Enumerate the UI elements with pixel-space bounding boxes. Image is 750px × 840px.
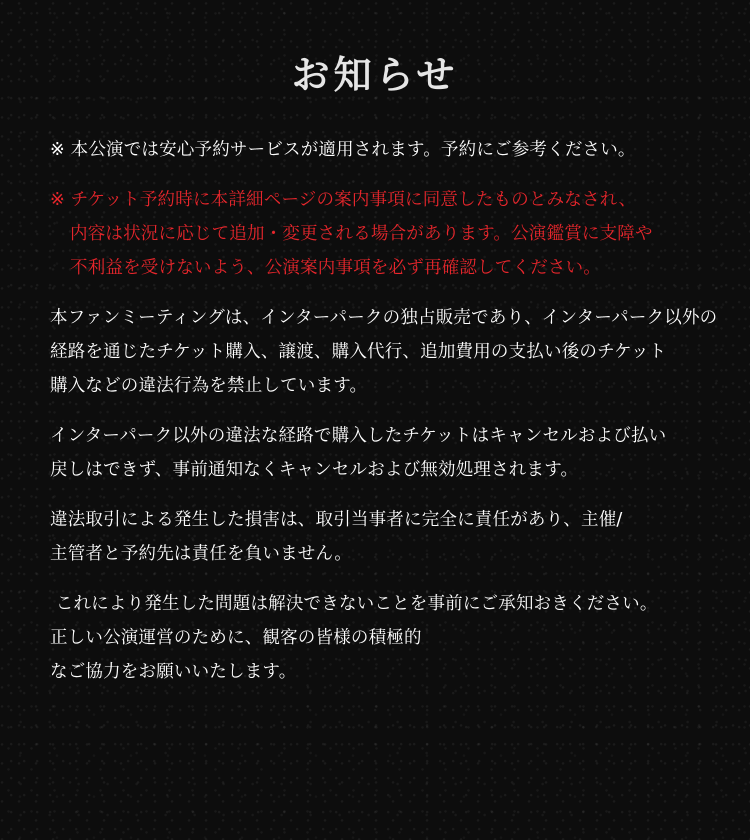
notice-exclusive-sale-line-3: 購入などの違法行為を禁止しています。 (50, 376, 368, 396)
notice-content (50, 133, 730, 689)
notice-main (50, 133, 730, 167)
notice-liability-line-2: 主管者と予約先は責任を負いません。 (50, 544, 352, 564)
notice-liability-line-1: 違法取引による発生した損害は、取引当事者に完全に責任があり、主催/ (50, 510, 623, 530)
page-title: お知らせ (291, 53, 459, 97)
notice-liability (50, 503, 730, 571)
notice-warning-line-3: 不利益を受けないよう、公演案内事項を必ず再確認してください。 (70, 258, 601, 278)
notice-illegal-purchase-line-1: インターパーク以外の違法な経路で購入したチケットはキャンセルおよび払い (50, 426, 667, 446)
spacer (50, 167, 730, 183)
spacer (50, 571, 730, 587)
spacer (50, 285, 730, 301)
notice-exclusive-sale-line-1: 本ファンミーティングは、インターパークの独占販売であり、インターパーク以外の (50, 308, 718, 328)
notice-illegal-purchase-line-2: 戻しはできず、事前通知なくキャンセルおよび無効処理されます。 (50, 460, 579, 480)
spacer (50, 403, 730, 419)
notice-illegal-purchase (50, 419, 730, 487)
notice-cooperation-line-1: これにより発生した問題は解決できないことを事前にご承知おきください。 (50, 594, 658, 614)
notice-exclusive-sale-line-2: 経路を通じたチケット購入、譲渡、購入代行、追加費用の支払い後のチケット (50, 342, 667, 362)
notice-warning-line-1: ※ チケット予約時に本詳細ページの案内事項に同意したものとみなされ、 (50, 190, 637, 210)
notice-cooperation-line-2: 正しい公演運営のために、観客の皆様の積極的 (50, 628, 422, 648)
notice-cooperation (50, 587, 730, 689)
notice-cooperation-line-3: なご協力をお願いいたします。 (50, 662, 297, 682)
notice-warning-line-2: 内容は状況に応じて追加・変更される場合があります。公演鑑賞に支障や (70, 224, 653, 244)
notice-main-line: ※ 本公演では安心予約サービスが適用されます。予約にご参考ください。 (50, 140, 636, 160)
spacer (50, 487, 730, 503)
notice-warning (50, 183, 730, 285)
notice-exclusive-sale (50, 301, 730, 403)
